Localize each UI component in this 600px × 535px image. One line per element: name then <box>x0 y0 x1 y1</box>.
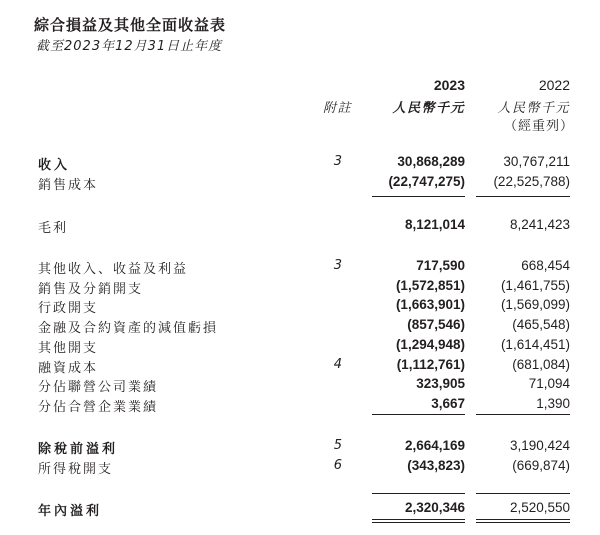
row-value-2022: (22,525,788) <box>493 174 570 189</box>
row-note: 3 <box>333 258 342 273</box>
row-value-2022: 30,767,211 <box>503 154 570 169</box>
row-value-2023: 323,905 <box>416 376 465 391</box>
table-row <box>0 258 600 277</box>
row-label: 分佔聯營公司業績 <box>38 380 159 395</box>
row-label: 銷售成本 <box>38 178 99 193</box>
row-value-2023: (22,747,275) <box>388 174 465 189</box>
rule-profit-2023-b <box>372 522 465 523</box>
row-note: 3 <box>333 154 342 169</box>
statement-title: 綜合損益及其他全面收益表 <box>34 16 227 34</box>
table-row <box>0 337 600 356</box>
row-value-2023: 3,667 <box>431 396 465 411</box>
row-label: 金融及合約資產的減值虧損 <box>38 321 219 336</box>
row-value-2023: 2,664,169 <box>404 438 465 453</box>
row-label: 所得稅開支 <box>38 462 114 477</box>
table-row <box>0 376 600 395</box>
row-value-2022: 2,520,550 <box>509 500 570 515</box>
row-label: 毛利 <box>38 221 69 236</box>
header-currency-2023: 人民幣千元 <box>392 101 465 116</box>
row-value-2022: (681,084) <box>512 357 570 372</box>
row-value-2023: (1,572,851) <box>395 278 465 293</box>
rule-profit-2022-a <box>476 519 570 520</box>
table-row <box>0 458 600 477</box>
rule-tax-2023 <box>372 493 465 494</box>
row-value-2022: (1,569,099) <box>500 297 570 312</box>
row-value-2023: 2,320,346 <box>404 500 465 515</box>
header-restated-2022: （經重列） <box>503 119 574 134</box>
row-note: 5 <box>333 438 342 453</box>
row-value-2023: (343,823) <box>407 458 465 473</box>
row-value-2022: (465,548) <box>512 317 570 332</box>
row-label: 行政開支 <box>38 301 99 316</box>
rule-cost-2022 <box>476 196 570 197</box>
table-row <box>0 217 600 236</box>
rule-jv-2023 <box>372 414 465 415</box>
row-label: 除稅前溢利 <box>38 442 119 457</box>
table-row <box>0 396 600 415</box>
row-label: 融資成本 <box>38 361 99 376</box>
row-value-2023: (1,294,948) <box>395 337 465 352</box>
row-label: 其他開支 <box>38 341 99 356</box>
row-value-2022: 1,390 <box>536 396 570 411</box>
row-label: 年內溢利 <box>38 504 103 519</box>
row-value-2023: (1,112,761) <box>396 357 465 372</box>
header-currency-2022: 人民幣千元 <box>497 101 570 116</box>
header-note: 附註 <box>322 101 352 116</box>
row-label: 收入 <box>38 158 71 173</box>
row-label: 分佔合營企業業績 <box>38 400 159 415</box>
row-value-2022: 3,190,424 <box>509 438 570 453</box>
row-value-2023: 30,868,289 <box>397 154 465 169</box>
row-value-2023: 8,121,014 <box>404 217 465 232</box>
row-label: 銷售及分銷開支 <box>38 282 144 297</box>
table-row <box>0 317 600 336</box>
rule-profit-2023-a <box>372 519 465 520</box>
row-value-2022: (1,461,755) <box>500 278 570 293</box>
table-row <box>0 297 600 316</box>
header-year-2022: 2022 <box>538 77 570 93</box>
row-value-2023: (857,546) <box>407 317 465 332</box>
table-row <box>0 438 600 457</box>
row-note: 6 <box>333 458 342 473</box>
table-row <box>0 154 600 173</box>
table-row <box>0 357 600 376</box>
row-value-2022: 8,241,423 <box>509 217 570 232</box>
statement-period: 截至2023年12月31日止年度 <box>36 39 223 54</box>
rule-cost-2023 <box>372 196 465 197</box>
rule-profit-2022-b <box>476 522 570 523</box>
row-value-2023: 717,590 <box>416 258 465 273</box>
row-value-2023: (1,663,901) <box>395 297 465 312</box>
row-note: 4 <box>333 357 342 372</box>
table-row <box>0 278 600 297</box>
rule-jv-2022 <box>476 414 570 415</box>
row-label: 其他收入、收益及利益 <box>38 262 189 277</box>
row-value-2022: 668,454 <box>521 258 570 273</box>
rule-tax-2022 <box>476 493 570 494</box>
row-value-2022: (1,614,451) <box>500 337 570 352</box>
header-year-2023: 2023 <box>433 77 465 93</box>
table-row <box>0 174 600 193</box>
row-value-2022: (669,874) <box>512 458 570 473</box>
table-row <box>0 500 600 519</box>
row-value-2022: 71,094 <box>528 376 570 391</box>
